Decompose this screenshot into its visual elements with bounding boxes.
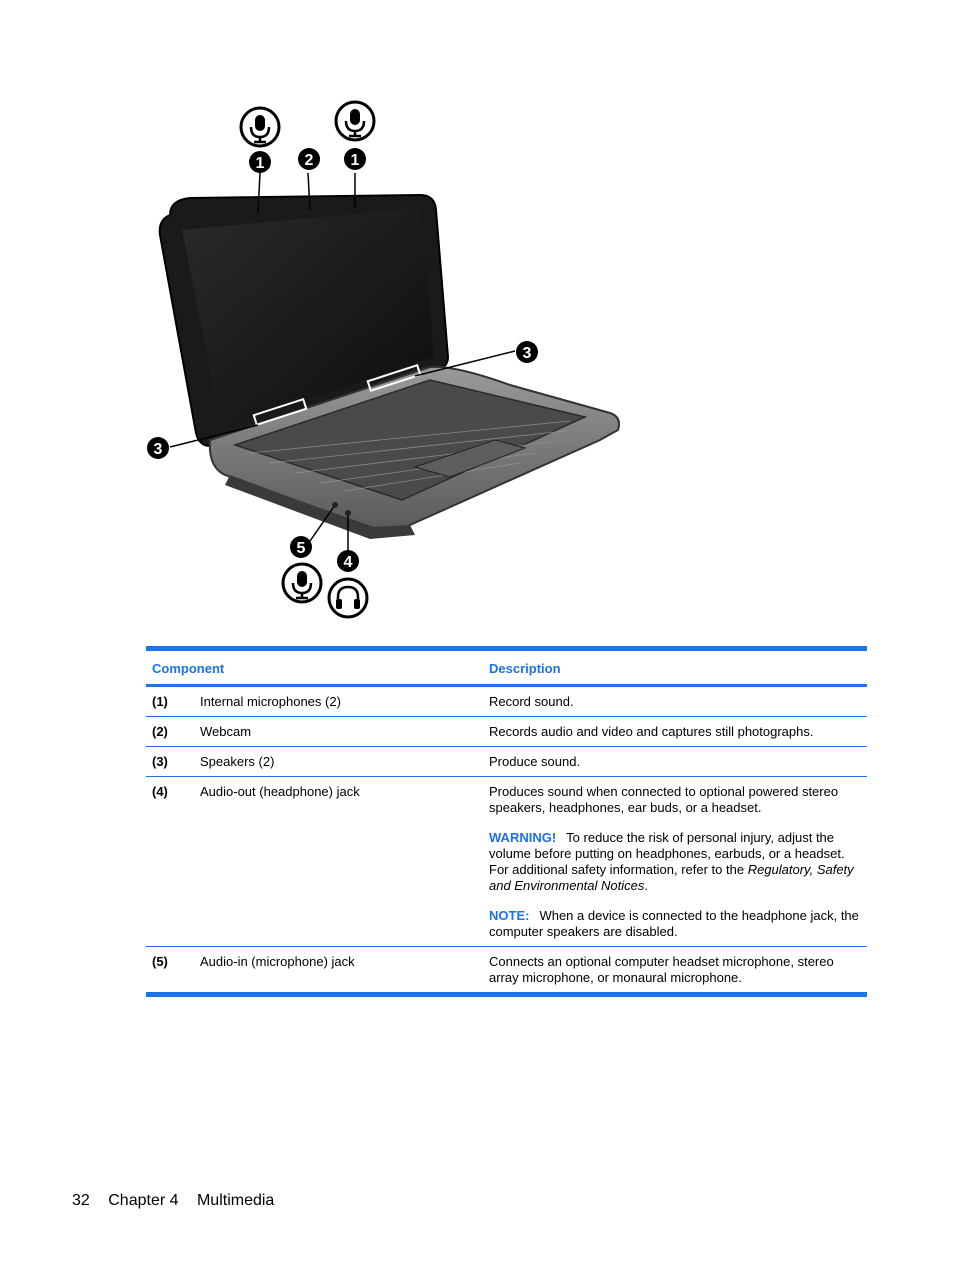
row-description bbox=[483, 777, 867, 947]
description-text: Produce sound. bbox=[489, 754, 581, 769]
row-component: Audio-out (headphone) jack bbox=[194, 777, 483, 947]
row-description bbox=[483, 747, 867, 777]
table-row bbox=[146, 717, 867, 747]
row-number: (1) bbox=[152, 694, 168, 709]
section-title: Multimedia bbox=[196, 1192, 275, 1209]
svg-text:1: 1 bbox=[350, 152, 360, 169]
page-footer bbox=[72, 1192, 288, 1210]
svg-text:2: 2 bbox=[304, 152, 314, 169]
description-text: Record sound. bbox=[489, 694, 574, 709]
header-component: Component bbox=[146, 649, 483, 686]
table-row bbox=[146, 777, 867, 947]
page-number: 32 bbox=[72, 1192, 90, 1209]
row-number: (3) bbox=[146, 747, 194, 777]
warning-notice bbox=[489, 830, 861, 894]
svg-text:5: 5 bbox=[296, 540, 306, 557]
callout-3 bbox=[516, 341, 538, 363]
callout-5 bbox=[290, 536, 312, 558]
header-description: Description bbox=[483, 649, 867, 686]
callout-2 bbox=[298, 148, 320, 170]
microphone-icon bbox=[336, 102, 374, 140]
svg-text:1: 1 bbox=[255, 155, 265, 172]
note-text: When a device is connected to the headphone jack, the computer speakers are disabled. bbox=[489, 908, 859, 939]
row-description bbox=[483, 686, 867, 717]
row-component: Audio-in (microphone) jack bbox=[194, 947, 483, 995]
component-table bbox=[146, 646, 867, 997]
row-number: (2) bbox=[146, 717, 194, 747]
svg-text:4: 4 bbox=[343, 554, 353, 571]
microphone-icon bbox=[283, 564, 321, 602]
svg-text:3: 3 bbox=[522, 345, 532, 362]
table-row bbox=[146, 747, 867, 777]
callout-1 bbox=[344, 148, 366, 170]
warning-reference: Regulatory, Safety and Environmental Notices bbox=[489, 862, 854, 893]
row-number: (5) bbox=[146, 947, 194, 995]
row-component: Speakers (2) bbox=[194, 747, 483, 777]
table-row bbox=[146, 947, 867, 995]
table-row bbox=[146, 686, 867, 717]
chapter-label: Chapter 4 bbox=[108, 1192, 179, 1209]
warning-end: . bbox=[644, 878, 648, 893]
row-description bbox=[483, 947, 867, 995]
microphone-icon bbox=[241, 108, 279, 146]
description-text: Connects an optional computer headset microphone, stereo array microphone, or monaural microphone. bbox=[489, 954, 834, 985]
note-label: NOTE: bbox=[489, 908, 530, 923]
description-text: Records audio and video and captures still photographs. bbox=[489, 724, 814, 739]
description-text: Produces sound when connected to optional powered stereo speakers, headphones, ear buds, or a headset. bbox=[489, 784, 839, 815]
table-header-row bbox=[146, 649, 867, 686]
row-component: Webcam bbox=[194, 717, 483, 747]
row-description bbox=[483, 717, 867, 747]
laptop-illustration bbox=[130, 95, 630, 625]
callout-1 bbox=[249, 151, 271, 173]
svg-text:3: 3 bbox=[153, 441, 163, 458]
row-number: (4) bbox=[146, 777, 194, 947]
warning-text: To reduce the risk of personal injury, adjust the volume before putting on headphones, earbuds, or a headset. For additional safety information, refer to the bbox=[489, 830, 845, 877]
callout-4 bbox=[337, 550, 359, 572]
warning-label: WARNING! bbox=[489, 830, 557, 845]
callout-3 bbox=[147, 437, 169, 459]
note-notice bbox=[489, 908, 861, 940]
row-component: Internal microphones (2) bbox=[200, 694, 341, 709]
headphone-icon bbox=[329, 579, 367, 617]
